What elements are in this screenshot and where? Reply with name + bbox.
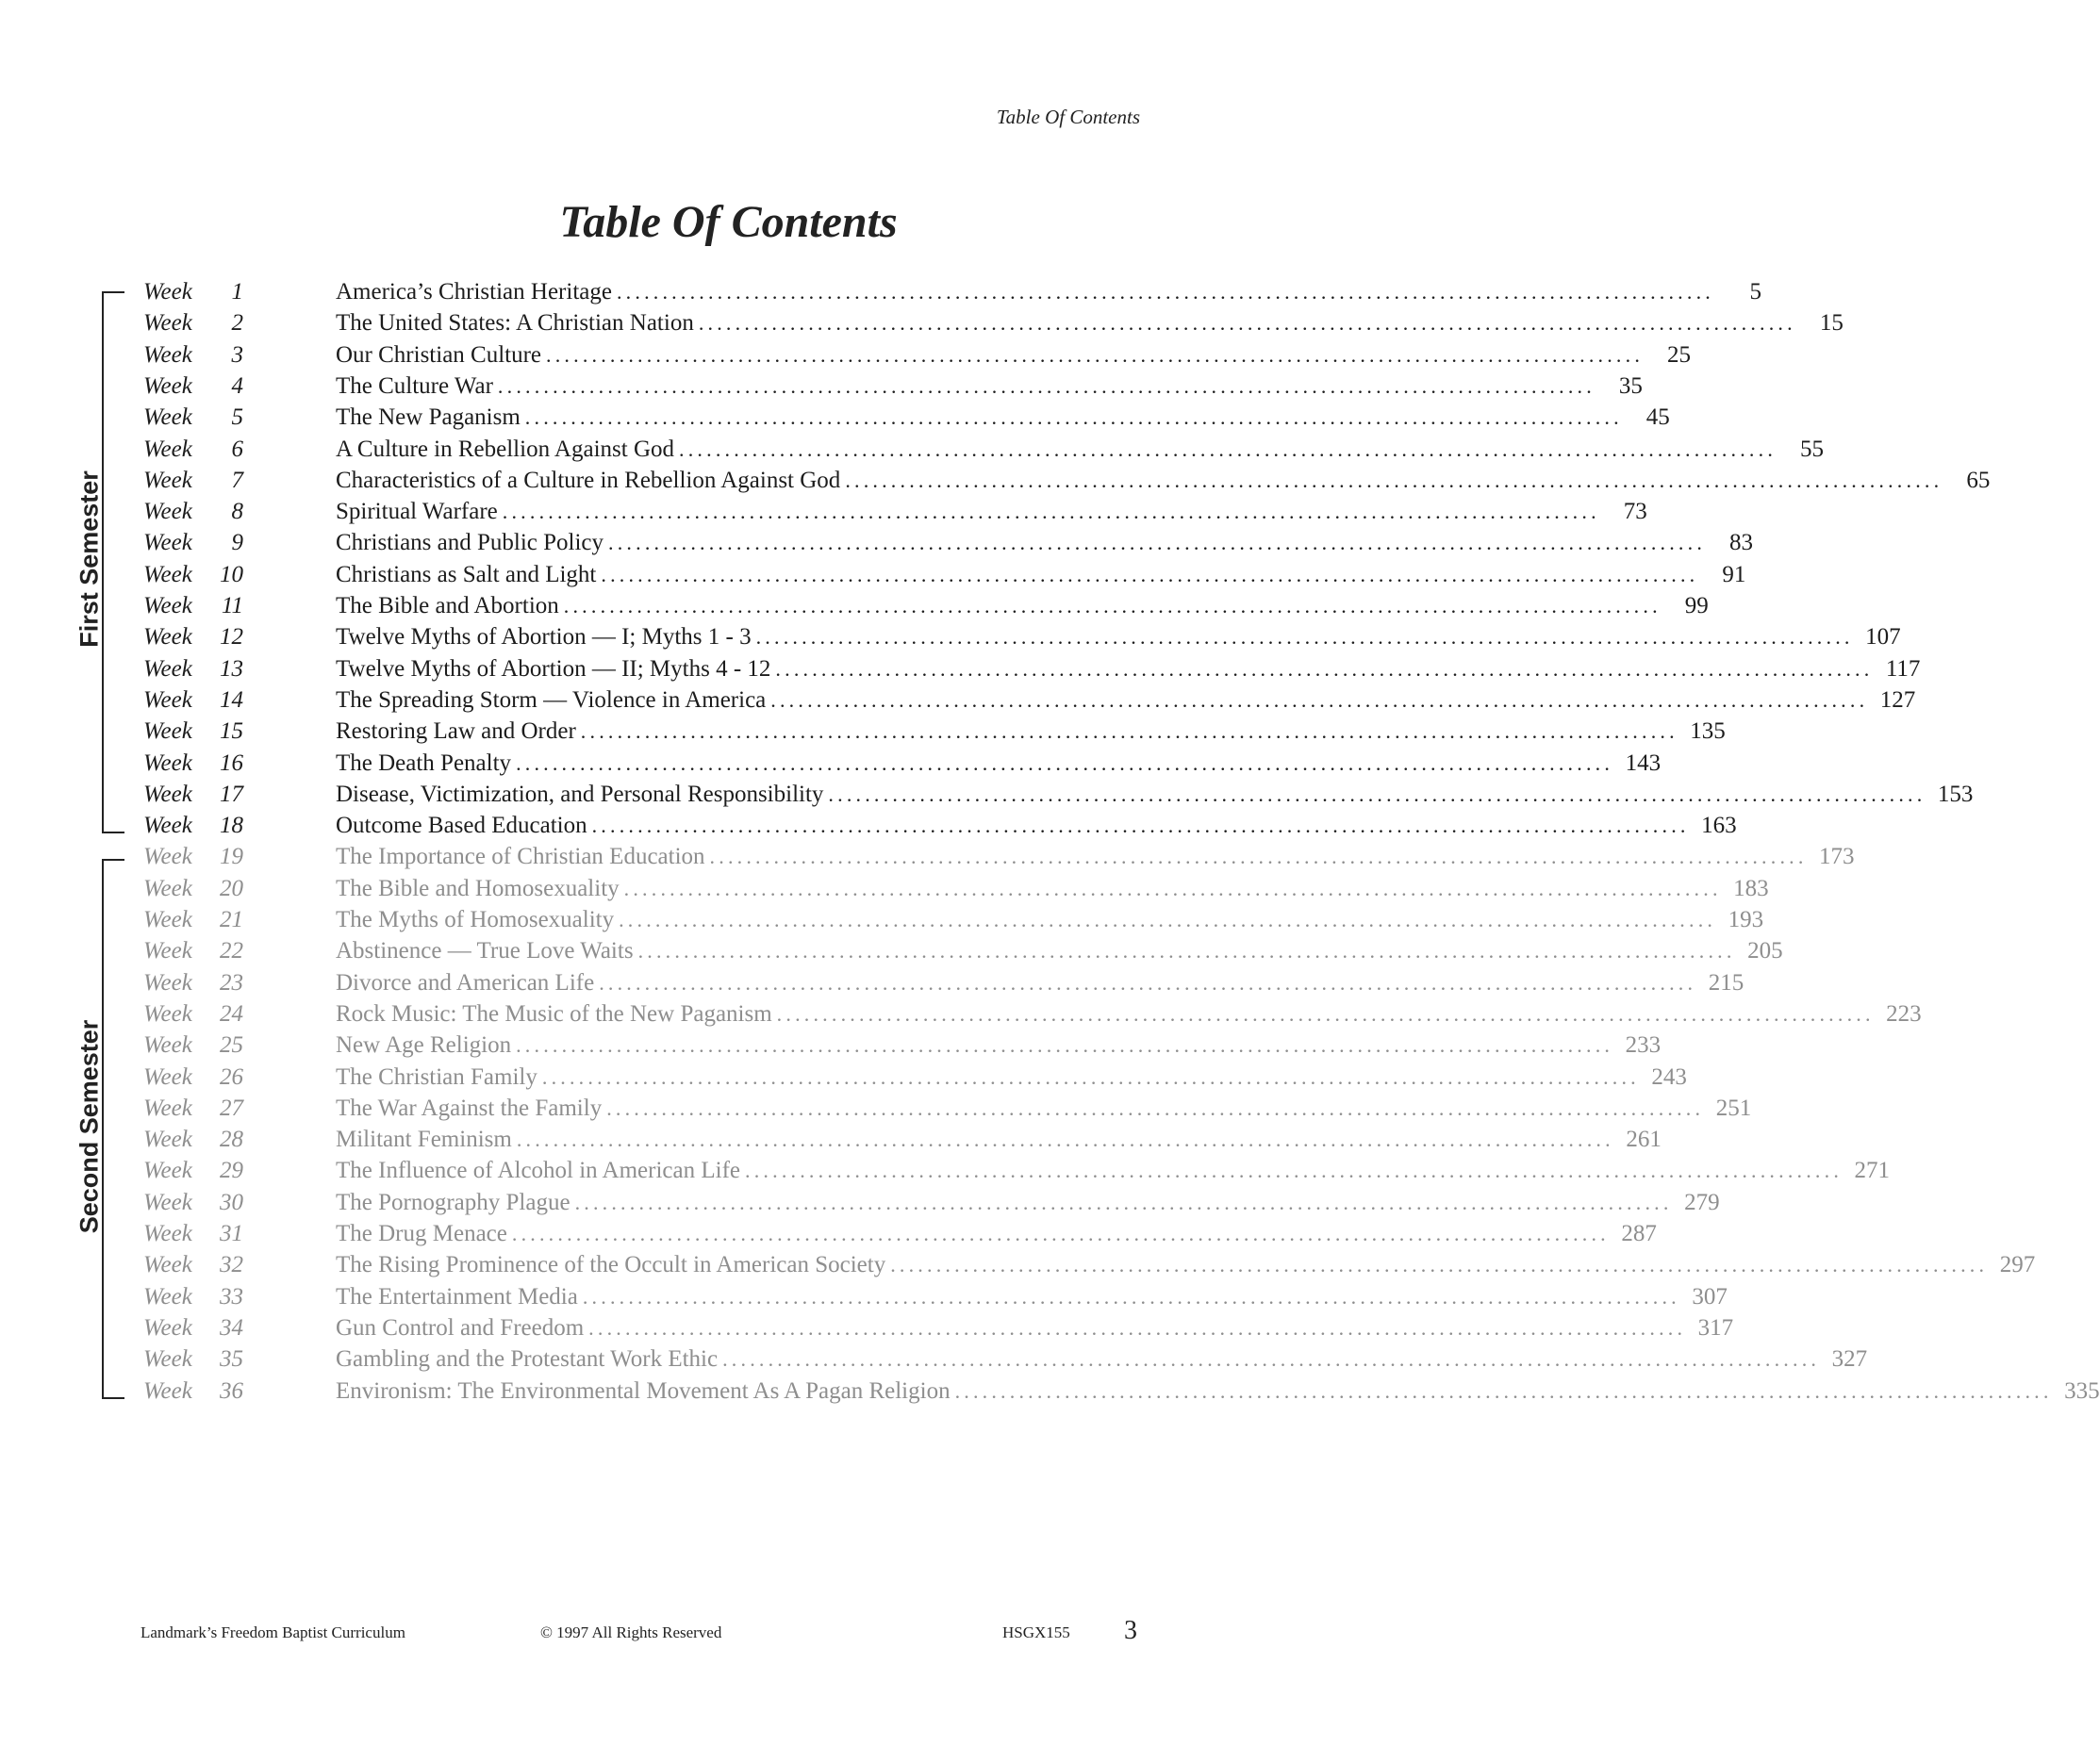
toc-entry bbox=[336, 779, 1974, 810]
toc-entry bbox=[336, 339, 1692, 371]
toc-row bbox=[0, 527, 1754, 558]
week-label: Week bbox=[143, 372, 192, 399]
week-number: 25 bbox=[220, 1032, 243, 1059]
dot-leader: ........................................................................................................................ bbox=[770, 687, 1869, 712]
toc-entry-title: The War Against the Family bbox=[336, 1095, 603, 1121]
toc-row bbox=[0, 276, 1761, 307]
toc-entry-title: The Importance of Christian Education bbox=[336, 844, 705, 870]
week-label: Week bbox=[143, 530, 192, 556]
toc-row bbox=[0, 465, 1991, 496]
toc-entry-title: Christians and Public Policy bbox=[336, 530, 604, 556]
week-label: Week bbox=[143, 1127, 192, 1153]
toc-entry bbox=[336, 434, 1825, 465]
week-label: Week bbox=[143, 875, 192, 901]
toc-page-number: 335 bbox=[2064, 1377, 2100, 1404]
week-label: Week bbox=[143, 781, 192, 807]
toc-entry bbox=[336, 1093, 1752, 1124]
toc-row bbox=[0, 904, 1764, 935]
toc-entry bbox=[336, 1281, 1728, 1312]
toc-row bbox=[0, 402, 1670, 433]
week-number: 10 bbox=[220, 561, 243, 587]
toc-entry-title: The Bible and Abortion bbox=[336, 593, 559, 618]
toc-entry-title: The New Paganism bbox=[336, 404, 521, 431]
week-number: 5 bbox=[231, 404, 243, 431]
toc-page-number: 223 bbox=[1886, 1000, 1922, 1027]
toc-row bbox=[0, 1187, 1720, 1218]
toc-entry-title: Environism: The Environmental Movement As A Pagan Religion bbox=[336, 1377, 951, 1404]
toc-page-number: 261 bbox=[1626, 1127, 1662, 1153]
week-number: 19 bbox=[220, 844, 243, 870]
toc-row bbox=[0, 434, 1825, 465]
dot-leader: ........................................................................................................................ bbox=[698, 311, 1796, 336]
dot-leader: ........................................................................................................................ bbox=[954, 1378, 2053, 1403]
week-label: Week bbox=[143, 404, 192, 431]
toc-entry bbox=[336, 1312, 1734, 1343]
toc-page-number: 135 bbox=[1690, 718, 1726, 745]
dot-leader: ........................................................................................................................ bbox=[497, 373, 1596, 398]
toc-entry-title: The Drug Menace bbox=[336, 1221, 507, 1246]
week-number: 2 bbox=[231, 310, 243, 337]
dot-leader: ........................................................................................................................ bbox=[563, 594, 1662, 618]
toc-entry-title: Gun Control and Freedom bbox=[336, 1314, 585, 1341]
toc-page-number: 143 bbox=[1625, 750, 1662, 776]
toc-entry bbox=[336, 684, 1916, 716]
toc-row bbox=[0, 873, 1769, 904]
dot-leader: ........................................................................................................................ bbox=[608, 531, 1707, 555]
toc-page-number: 65 bbox=[1966, 467, 1991, 493]
toc-entry bbox=[336, 371, 1643, 402]
toc-page-number: 251 bbox=[1715, 1095, 1752, 1121]
week-number: 7 bbox=[231, 467, 243, 493]
toc-row bbox=[0, 684, 1916, 716]
week-number: 23 bbox=[220, 969, 243, 996]
toc-row bbox=[0, 1312, 1734, 1343]
toc-entry bbox=[336, 1376, 2100, 1407]
toc-row bbox=[0, 653, 1921, 684]
dot-leader: ........................................................................................................................ bbox=[546, 342, 1645, 367]
toc-entry bbox=[336, 1249, 2036, 1280]
week-label: Week bbox=[143, 467, 192, 493]
week-label: Week bbox=[143, 593, 192, 618]
week-label: Week bbox=[143, 561, 192, 587]
second-semester-label: Second Semester bbox=[74, 1019, 104, 1234]
dot-leader: ........................................................................................................................ bbox=[601, 562, 1699, 586]
toc-entry bbox=[336, 904, 1764, 935]
dot-leader: ........................................................................................................................ bbox=[516, 1033, 1614, 1058]
toc-entry bbox=[336, 307, 1844, 338]
footer-page-number: 3 bbox=[1124, 1616, 1137, 1645]
toc-page-number: 233 bbox=[1625, 1032, 1662, 1059]
week-label: Week bbox=[143, 499, 192, 525]
dot-leader: ........................................................................................................................ bbox=[845, 468, 1943, 492]
week-label: Week bbox=[143, 624, 192, 651]
week-number: 18 bbox=[220, 813, 243, 839]
dot-leader: ........................................................................................................................ bbox=[755, 625, 1854, 650]
week-number: 9 bbox=[231, 530, 243, 556]
toc-entry-title: Our Christian Culture bbox=[336, 341, 542, 368]
week-label: Week bbox=[143, 1095, 192, 1121]
toc-entry bbox=[336, 998, 1922, 1030]
week-number: 3 bbox=[231, 341, 243, 368]
week-number: 1 bbox=[231, 279, 243, 305]
week-number: 32 bbox=[220, 1252, 243, 1278]
dot-leader: ........................................................................................................................ bbox=[511, 1222, 1610, 1245]
toc-entry bbox=[336, 967, 1744, 998]
week-number: 22 bbox=[220, 938, 243, 964]
toc-page-number: 153 bbox=[1937, 781, 1974, 807]
week-number: 34 bbox=[220, 1314, 243, 1341]
toc-entry-title: Restoring Law and Order bbox=[336, 718, 576, 745]
toc-entry-title: The United States: A Christian Nation bbox=[336, 310, 694, 337]
toc-row bbox=[0, 841, 1855, 872]
first-semester-label: First Semester bbox=[74, 470, 104, 648]
toc-page-number: 55 bbox=[1800, 436, 1825, 462]
toc-page-number: 107 bbox=[1865, 624, 1901, 651]
toc-row bbox=[0, 1124, 1662, 1155]
week-number: 15 bbox=[220, 718, 243, 745]
toc-entry-title: Spiritual Warfare bbox=[336, 499, 498, 525]
toc-entry-title: The Influence of Alcohol in American Life bbox=[336, 1158, 741, 1184]
week-number: 28 bbox=[220, 1127, 243, 1153]
toc-row bbox=[0, 590, 1709, 621]
dot-leader: ........................................................................................................................ bbox=[574, 1190, 1673, 1214]
week-number: 16 bbox=[220, 750, 243, 776]
toc-page-number: 205 bbox=[1747, 938, 1783, 964]
week-label: Week bbox=[143, 907, 192, 932]
toc-entry-title: Disease, Victimization, and Personal Responsibility bbox=[336, 781, 824, 807]
week-label: Week bbox=[143, 686, 192, 713]
dot-leader: ........................................................................................................................ bbox=[582, 1284, 1680, 1309]
dot-leader: ........................................................................................................................ bbox=[890, 1253, 1989, 1277]
week-label: Week bbox=[143, 655, 192, 682]
toc-entry bbox=[336, 841, 1855, 872]
toc-row bbox=[0, 748, 1662, 779]
dot-leader: ........................................................................................................................ bbox=[588, 1315, 1687, 1340]
toc-entry bbox=[336, 527, 1754, 558]
toc-page-number: 117 bbox=[1885, 655, 1921, 682]
toc-page-number: 183 bbox=[1733, 875, 1769, 901]
toc-row bbox=[0, 998, 1922, 1030]
toc-entry bbox=[336, 810, 1737, 841]
toc-entry-title: The Entertainment Media bbox=[336, 1283, 578, 1310]
toc-page-number: 45 bbox=[1645, 404, 1670, 431]
week-label: Week bbox=[143, 1314, 192, 1341]
footer-curriculum: Landmark’s Freedom Baptist Curriculum bbox=[141, 1623, 405, 1641]
toc-entry bbox=[336, 873, 1769, 904]
footer-copyright: © 1997 All Rights Reserved bbox=[540, 1623, 722, 1641]
toc-entry bbox=[336, 716, 1726, 747]
dot-leader: ........................................................................................................................ bbox=[637, 939, 1736, 964]
week-label: Week bbox=[143, 1283, 192, 1310]
week-label: Week bbox=[143, 1377, 192, 1404]
week-label: Week bbox=[143, 1063, 192, 1090]
toc-entry-title: Characteristics of a Culture in Rebellion Against God bbox=[336, 467, 841, 493]
toc-entry-title: America’s Christian Heritage bbox=[336, 279, 612, 305]
toc-page-number: 25 bbox=[1667, 341, 1692, 368]
footer-code: HSGX155 bbox=[1002, 1623, 1070, 1641]
dot-leader: ........................................................................................................................ bbox=[619, 908, 1717, 931]
toc-entry bbox=[336, 1187, 1720, 1218]
week-label: Week bbox=[143, 750, 192, 776]
toc-entry bbox=[336, 1030, 1662, 1061]
week-number: 4 bbox=[231, 372, 243, 399]
week-number: 29 bbox=[220, 1158, 243, 1184]
toc-row bbox=[0, 810, 1737, 841]
toc-entry bbox=[336, 1155, 1891, 1186]
toc-row bbox=[0, 1376, 2100, 1407]
week-number: 8 bbox=[231, 499, 243, 525]
toc-row bbox=[0, 935, 1783, 966]
dot-leader: ........................................................................................................................ bbox=[776, 1001, 1875, 1026]
toc-page-number: 317 bbox=[1697, 1314, 1734, 1341]
toc-entry-title: The Bible and Homosexuality bbox=[336, 875, 620, 901]
toc-page-number: 327 bbox=[1831, 1346, 1868, 1373]
dot-leader: ........................................................................................................................ bbox=[745, 1159, 1844, 1183]
toc-entry bbox=[336, 621, 1901, 652]
week-label: Week bbox=[143, 718, 192, 745]
dot-leader: ........................................................................................................................ bbox=[580, 719, 1678, 744]
dot-leader: ........................................................................................................................ bbox=[679, 437, 1778, 461]
week-label: Week bbox=[143, 1158, 192, 1184]
toc-entry-title: Christians as Salt and Light bbox=[336, 561, 597, 587]
toc-entry-title: Gambling and the Protestant Work Ethic bbox=[336, 1346, 719, 1373]
toc-entry-title: Militant Feminism bbox=[336, 1127, 512, 1153]
toc-row bbox=[0, 1343, 1868, 1375]
week-label: Week bbox=[143, 1000, 192, 1027]
toc-row bbox=[0, 1093, 1752, 1124]
week-label: Week bbox=[143, 844, 192, 870]
toc-entry-title: The Culture War bbox=[336, 372, 493, 399]
toc-row bbox=[0, 1281, 1728, 1312]
week-number: 35 bbox=[220, 1346, 243, 1373]
toc-page-number: 279 bbox=[1684, 1189, 1720, 1215]
dot-leader: ........................................................................................................................ bbox=[599, 970, 1697, 995]
toc-page-number: 193 bbox=[1728, 907, 1764, 932]
toc-entry-title: The Spreading Storm — Violence in America bbox=[336, 686, 767, 713]
toc-row bbox=[0, 559, 1746, 590]
toc-entry-title: The Christian Family bbox=[336, 1063, 537, 1090]
toc-row bbox=[0, 967, 1744, 998]
toc-page-number: 73 bbox=[1623, 499, 1647, 525]
week-number: 24 bbox=[220, 1000, 243, 1027]
toc-entry-title: Twelve Myths of Abortion — I; Myths 1 - 3 bbox=[336, 624, 752, 651]
week-label: Week bbox=[143, 1252, 192, 1278]
week-label: Week bbox=[143, 279, 192, 305]
week-label: Week bbox=[143, 1189, 192, 1215]
week-label: Week bbox=[143, 1221, 192, 1246]
toc-row bbox=[0, 1249, 2036, 1280]
toc-entry-title: The Pornography Plague bbox=[336, 1189, 570, 1215]
week-label: Week bbox=[143, 436, 192, 462]
toc-entry-title: The Death Penalty bbox=[336, 750, 512, 776]
toc-row bbox=[0, 1030, 1662, 1061]
toc-row bbox=[0, 1155, 1891, 1186]
toc-page-number: 271 bbox=[1854, 1158, 1891, 1184]
week-number: 6 bbox=[231, 436, 243, 462]
week-number: 21 bbox=[220, 907, 243, 932]
dot-leader: ........................................................................................................................ bbox=[775, 656, 1874, 681]
week-number: 12 bbox=[220, 624, 243, 651]
toc-page-number: 15 bbox=[1819, 310, 1844, 337]
toc-row bbox=[0, 716, 1726, 747]
toc-page-number: 5 bbox=[1749, 279, 1761, 305]
week-number: 31 bbox=[220, 1221, 243, 1246]
dot-leader: ........................................................................................................................ bbox=[541, 1064, 1640, 1089]
toc-entry-title: Abstinence — True Love Waits bbox=[336, 938, 634, 964]
week-number: 17 bbox=[220, 781, 243, 807]
dot-leader: ........................................................................................................................ bbox=[616, 280, 1714, 304]
week-number: 36 bbox=[220, 1377, 243, 1404]
toc-entry bbox=[336, 559, 1746, 590]
dot-leader: ........................................................................................................................ bbox=[722, 1347, 1821, 1372]
toc-entry bbox=[336, 465, 1991, 496]
week-label: Week bbox=[143, 813, 192, 839]
toc-page-number: 127 bbox=[1879, 686, 1916, 713]
toc-entry-title: Rock Music: The Music of the New Paganism bbox=[336, 1000, 772, 1027]
toc-row bbox=[0, 307, 1844, 338]
week-label: Week bbox=[143, 1346, 192, 1373]
dot-leader: ........................................................................................................................ bbox=[524, 405, 1623, 430]
toc-entry bbox=[336, 1062, 1687, 1093]
dot-leader: ........................................................................................................................ bbox=[623, 876, 1722, 900]
week-number: 20 bbox=[220, 875, 243, 901]
week-number: 27 bbox=[220, 1095, 243, 1121]
dot-leader: ........................................................................................................................ bbox=[709, 845, 1808, 869]
toc-page-number: 307 bbox=[1692, 1283, 1728, 1310]
toc-entry bbox=[336, 748, 1662, 779]
toc-page-number: 163 bbox=[1701, 813, 1737, 839]
week-number: 26 bbox=[220, 1063, 243, 1090]
toc-page-number: 91 bbox=[1722, 561, 1746, 587]
toc-row bbox=[0, 1218, 1657, 1249]
toc-entry bbox=[336, 496, 1647, 527]
toc-entry bbox=[336, 402, 1670, 433]
toc-entry-title: New Age Religion bbox=[336, 1032, 512, 1059]
week-label: Week bbox=[143, 341, 192, 368]
week-label: Week bbox=[143, 969, 192, 996]
toc-page-number: 173 bbox=[1819, 844, 1855, 870]
toc-row bbox=[0, 621, 1901, 652]
toc-entry bbox=[336, 1124, 1662, 1155]
toc-row bbox=[0, 496, 1647, 527]
toc-entry-title: A Culture in Rebellion Against God bbox=[336, 436, 675, 462]
week-number: 11 bbox=[221, 593, 243, 618]
toc-entry-title: Twelve Myths of Abortion — II; Myths 4 - 12 bbox=[336, 655, 771, 682]
week-number: 33 bbox=[220, 1283, 243, 1310]
week-label: Week bbox=[143, 1032, 192, 1059]
toc-page-number: 215 bbox=[1708, 969, 1744, 996]
toc-entry bbox=[336, 1343, 1868, 1375]
toc-row bbox=[0, 1062, 1687, 1093]
running-head: Table Of Contents bbox=[996, 106, 1140, 128]
toc-page-number: 83 bbox=[1729, 530, 1754, 556]
toc-entry-title: The Rising Prominence of the Occult in American Society bbox=[336, 1252, 886, 1278]
week-label: Week bbox=[143, 938, 192, 964]
week-number: 14 bbox=[220, 686, 243, 713]
toc-page-number: 287 bbox=[1621, 1221, 1657, 1246]
page-title: Table Of Contents bbox=[559, 197, 898, 247]
toc-page-number: 243 bbox=[1651, 1063, 1687, 1090]
week-label: Week bbox=[143, 310, 192, 337]
toc-entry bbox=[336, 653, 1921, 684]
toc-page-number: 35 bbox=[1618, 372, 1643, 399]
toc-page-number: 297 bbox=[1999, 1252, 2036, 1278]
dot-leader: ........................................................................................................................ bbox=[516, 1128, 1614, 1152]
dot-leader: ........................................................................................................................ bbox=[591, 814, 1690, 838]
toc-entry bbox=[336, 1218, 1657, 1249]
dot-leader: ........................................................................................................................ bbox=[828, 782, 1926, 806]
dot-leader: ........................................................................................................................ bbox=[502, 500, 1600, 524]
dot-leader: ........................................................................................................................ bbox=[516, 750, 1614, 775]
week-number: 13 bbox=[220, 655, 243, 682]
toc-row bbox=[0, 779, 1974, 810]
toc-entry bbox=[336, 276, 1761, 307]
toc-row bbox=[0, 371, 1643, 402]
toc-row bbox=[0, 339, 1692, 371]
toc-entry-title: Divorce and American Life bbox=[336, 969, 595, 996]
week-number: 30 bbox=[220, 1189, 243, 1215]
dot-leader: ........................................................................................................................ bbox=[606, 1096, 1705, 1120]
toc-entry bbox=[336, 935, 1783, 966]
toc-entry-title: The Myths of Homosexuality bbox=[336, 907, 615, 932]
toc-entry bbox=[336, 590, 1709, 621]
toc-entry-title: Outcome Based Education bbox=[336, 813, 587, 839]
toc-page-number: 99 bbox=[1684, 593, 1709, 618]
